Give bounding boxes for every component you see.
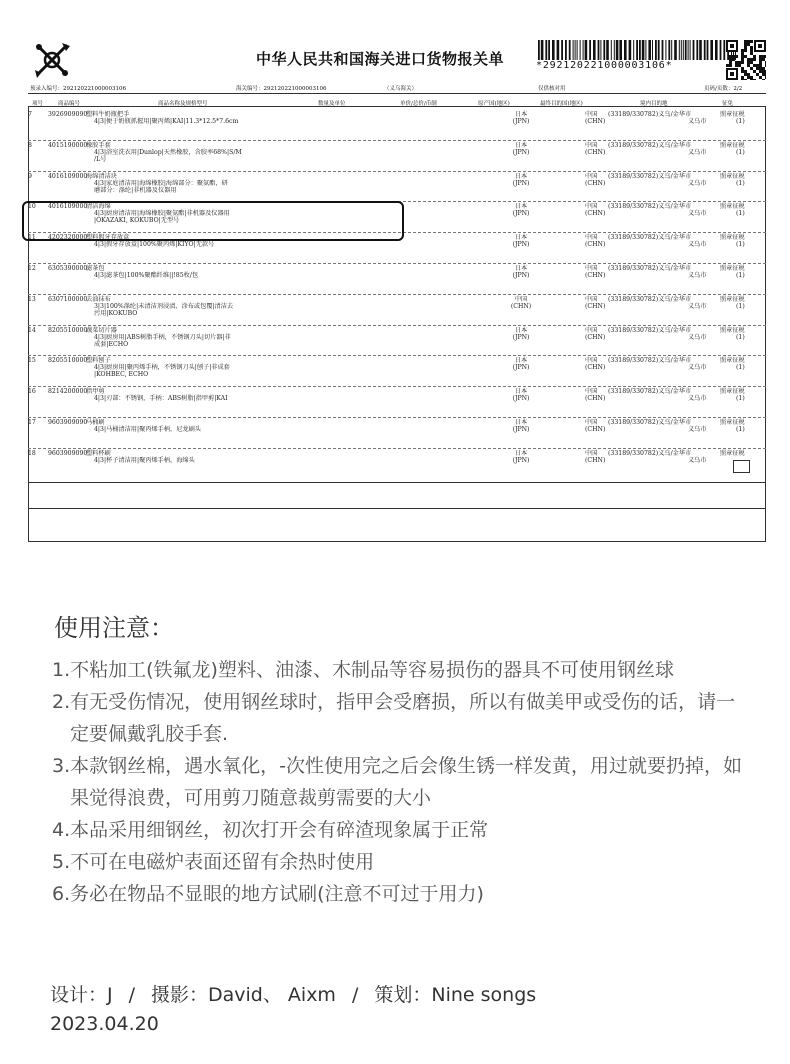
- row-divider: [28, 263, 766, 264]
- item-levy-code: (1): [736, 272, 745, 279]
- item-origin: 日本: [514, 203, 528, 211]
- credit-design: 设计：J: [50, 984, 113, 1006]
- item-code: 8214200000: [48, 388, 88, 396]
- item-destination: 中国: [585, 419, 598, 426]
- item-spec: 4|3|厨房清洁用|海绵橡胶|聚氨酯|非机器及仪器用: [94, 210, 230, 218]
- item-levy-code: (1): [736, 333, 745, 341]
- note-item: 4.本品采用细钢丝，初次打开会有碎渣现象属于正常: [52, 819, 489, 841]
- item-levy: 照章征税: [720, 326, 745, 334]
- highlight-box: [22, 201, 404, 241]
- barcode-icon: [538, 40, 736, 60]
- item-spec-cont: 磨部分：涤纶|非机器及仪器用: [94, 186, 177, 194]
- item-spec-cont: 成套|ECHO: [94, 340, 129, 348]
- item-levy: 照章征税: [720, 234, 745, 242]
- item-name: 滤茶包: [86, 265, 105, 272]
- item-name: 马桶刷: [86, 419, 105, 426]
- item-name: 橡胶手套: [86, 141, 111, 149]
- note-item: 3.本款钢丝棉，遇水氧化，-次性使用完之后会像生锈一样发黄，用过就要扔掉，如果觉得浪费，可用剪刀随意裁剪需要的大小: [52, 755, 742, 809]
- item-domestic-destination: (33189/330782)义乌/金华市: [608, 357, 692, 365]
- item-destination: 中国: [585, 203, 598, 211]
- item-code: 4016109000: [48, 172, 88, 180]
- item-origin-code: (JPN): [512, 364, 530, 372]
- item-levy-code: (1): [736, 302, 745, 310]
- item-spec: 4|3|家庭清洁用|海绵橡胶|海绵部分：聚氨酯，研: [94, 179, 228, 187]
- item-origin: 日本: [514, 265, 528, 272]
- item-domestic-destination: (33189/330782)义乌/金华市: [608, 234, 692, 242]
- item-levy: 照章征税: [720, 295, 745, 303]
- item-spec: 4|3|马桶清洁用|聚丙烯手柄，尼龙刷头: [94, 426, 201, 433]
- item-levy-code: (1): [736, 364, 745, 372]
- item-origin-code: (JPN): [512, 333, 530, 341]
- item-number: 13: [28, 295, 36, 303]
- item-levy-code: (1): [736, 118, 745, 125]
- footer-rule: [28, 482, 766, 483]
- item-spec: 4|3|滤茶包|100%聚酯纤维||!85枚/包: [94, 272, 199, 279]
- verification-status: 仅供核对用: [538, 86, 566, 92]
- item-spec: 4|3|刃部：不锈钢，手柄：ABS树脂|指甲剪|KAI: [94, 395, 228, 403]
- page-info: 页码/页数：2/2: [704, 86, 743, 92]
- footer-rule: [28, 508, 766, 509]
- customs-declaration-form: [28, 36, 766, 542]
- item-domestic-destination: (33189/330782)义乌/金华市: [608, 295, 692, 303]
- item-destination: 中国: [585, 265, 598, 272]
- item-spec: 4|3|杯子清洁用|聚丙烯手柄，海绵头: [94, 456, 195, 464]
- note-item: 5.不可在电磁炉表面还留有余热时使用: [52, 851, 375, 873]
- item-levy: 照章征税: [720, 265, 745, 272]
- levy-checkbox: [733, 460, 750, 473]
- item-destination-code: (CHN): [585, 426, 606, 433]
- item-origin-code: (JPN): [512, 456, 530, 464]
- col-header-no: 项号: [32, 101, 44, 107]
- item-domestic-city: 义乌市: [688, 395, 707, 403]
- credit-separator: /: [351, 984, 359, 1006]
- item-destination: 中国: [585, 449, 598, 457]
- item-domestic-destination: (33189/330782)义乌/金华市: [608, 203, 692, 211]
- item-destination: 中国: [585, 111, 598, 118]
- col-header-price: 单价/总价/币制: [400, 101, 437, 107]
- item-levy: 照章征税: [720, 111, 745, 118]
- item-code: 9603909090: [48, 449, 88, 457]
- item-code: 6307100000: [48, 295, 88, 303]
- item-domestic-city: 义乌市: [688, 210, 707, 218]
- item-spec: 4|3|浴室洗衣用|Dunlop|天然橡胶，含胶率68%|S/M: [94, 148, 242, 156]
- item-number: 16: [28, 388, 36, 396]
- item-origin-code: (JPN): [512, 241, 530, 249]
- item-origin: 日本: [514, 357, 528, 365]
- item-domestic-destination: (33189/330782)义乌/金华市: [608, 265, 692, 272]
- item-destination-code: (CHN): [585, 272, 606, 279]
- item-number: 8: [28, 141, 32, 149]
- barcode-number: *292120221000003106*: [536, 60, 673, 71]
- col-header-dest: 最终目的国(地区): [540, 101, 583, 107]
- item-destination: 中国: [585, 141, 598, 149]
- item-destination: 中国: [585, 234, 598, 242]
- item-code: 3926909090: [48, 111, 88, 118]
- item-domestic-destination: (33189/330782)义乌/金华市: [608, 449, 692, 457]
- item-destination-code: (CHN): [585, 241, 606, 249]
- credit-separator: /: [128, 984, 136, 1006]
- item-origin: 日本: [514, 172, 528, 180]
- item-levy: 照章征税: [720, 449, 745, 457]
- row-divider: [28, 171, 766, 172]
- credit-plan: 策划：Nine songs: [374, 984, 537, 1006]
- item-origin-code: (JPN): [512, 210, 530, 218]
- item-domestic-destination: (33189/330782)义乌/金华市: [608, 172, 692, 180]
- preentry-number: 预录入编号：292120221000003106: [30, 86, 127, 92]
- publish-date: 2023.04.20: [50, 1013, 159, 1035]
- item-levy: 照章征税: [720, 388, 745, 396]
- row-divider: [28, 294, 766, 295]
- item-domestic-destination: (33189/330782)义乌/金华市: [608, 111, 692, 118]
- item-domestic-city: 义乌市: [688, 272, 707, 279]
- item-origin-code: (CHN): [510, 302, 532, 310]
- item-levy-code: (1): [736, 241, 745, 249]
- item-origin-code: (JPN): [512, 148, 530, 156]
- item-domestic-city: 义乌市: [688, 302, 707, 310]
- item-domestic-destination: (33189/330782)义乌/金华市: [608, 419, 692, 426]
- note-item: 2.有无受伤情况，使用钢丝球时，指甲会受磨损，所以有做美甲或受伤的话，请一定要佩戴乳胶手套.: [52, 691, 736, 745]
- item-domestic-city: 义乌市: [688, 148, 707, 156]
- item-number: 15: [28, 357, 36, 365]
- item-origin: 日本: [514, 419, 528, 426]
- customs-emblem-icon: [32, 40, 72, 80]
- item-origin-code: (JPN): [512, 118, 530, 125]
- item-levy-code: (1): [736, 426, 745, 433]
- item-destination-code: (CHN): [585, 210, 606, 218]
- item-spec: 3|3|100%涤纶|未清洁剂浸渍、涂布或包覆|清洁去: [94, 302, 234, 310]
- item-origin: 日本: [514, 449, 528, 457]
- item-number: 18: [28, 449, 36, 457]
- row-divider: [28, 325, 766, 326]
- item-name: 海绵清洁块: [86, 172, 117, 180]
- item-destination-code: (CHN): [585, 302, 606, 310]
- item-origin-code: (JPN): [512, 272, 530, 279]
- item-destination-code: (CHN): [585, 395, 606, 403]
- item-origin: 日本: [514, 111, 528, 118]
- item-origin: 中国: [514, 295, 528, 303]
- item-origin: 日本: [514, 234, 528, 242]
- item-name: 蔬菜切片器: [86, 326, 117, 334]
- item-destination-code: (CHN): [585, 456, 606, 464]
- notes-title: 使用注意：: [54, 614, 174, 642]
- item-domestic-destination: (33189/330782)义乌/金华市: [608, 141, 692, 149]
- item-spec: 4|3|便于奶瓶抓握用|聚丙烯|KAI|11.3*12.5*7.6cm: [94, 118, 239, 125]
- item-levy-code: (1): [736, 395, 745, 403]
- item-spec: 4|3|厨房用|聚丙烯手柄，不锈钢刀头|刨子|非成套: [94, 364, 230, 372]
- item-name: 去油抹布: [86, 295, 111, 303]
- item-number: 12: [28, 265, 36, 272]
- item-spec: 4|3|厨房用|ABS树脂手柄，不锈钢刀头|切片器|非: [94, 333, 231, 341]
- item-code: 4016109000: [48, 203, 88, 211]
- item-domestic-destination: (33189/330782)义乌/金华市: [608, 388, 692, 396]
- item-destination-code: (CHN): [585, 364, 606, 372]
- item-name: 清洁海绵: [86, 203, 111, 211]
- item-origin-code: (JPN): [512, 395, 530, 403]
- item-origin: 日本: [514, 141, 528, 149]
- item-origin-code: (JPN): [512, 179, 530, 187]
- item-domestic-city: 义乌市: [688, 179, 707, 187]
- item-domestic-city: 义乌市: [688, 118, 707, 125]
- item-destination: 中国: [585, 388, 598, 396]
- item-number: 14: [28, 326, 36, 334]
- item-code: 8205510000: [48, 357, 88, 365]
- item-levy-code: (1): [736, 179, 745, 187]
- header-rule: [28, 93, 766, 94]
- item-name: 塑料假牙存放盒: [86, 234, 130, 242]
- item-destination-code: (CHN): [585, 333, 606, 341]
- qr-code-icon: [726, 40, 766, 80]
- item-code: 4202320000: [48, 234, 88, 242]
- item-origin-code: (JPN): [512, 426, 530, 433]
- col-header-domestic: 境内目的地: [640, 101, 668, 107]
- credit-photo: 摄影：David、 Aixm: [151, 984, 336, 1006]
- customs-number: 海关编号：292120221000003106: [236, 86, 327, 92]
- item-levy: 照章征税: [720, 172, 745, 180]
- item-name: 塑料杯刷: [86, 449, 111, 457]
- item-spec-cont: /L号: [94, 155, 107, 163]
- item-number: 9: [28, 172, 32, 180]
- item-destination-code: (CHN): [585, 179, 606, 187]
- item-number: 17: [28, 419, 36, 426]
- form-title: 中华人民共和国海关进口货物报关单: [256, 50, 505, 68]
- item-number: 10: [28, 203, 36, 211]
- col-header-code: 商品编号: [58, 101, 81, 107]
- item-number: 11: [28, 234, 36, 242]
- item-destination: 中国: [585, 295, 598, 303]
- col-header-levy: 征免: [722, 101, 734, 107]
- item-destination-code: (CHN): [585, 118, 606, 125]
- customs-port: （义乌海关）: [384, 86, 418, 92]
- item-destination: 中国: [585, 357, 598, 365]
- item-spec-cont: |OKAZAKI, KOKUBO|无型号: [94, 217, 180, 225]
- item-spec: 4|3|假牙存放盒|100%聚丙烯|KIYO|无款号: [94, 241, 215, 249]
- item-domestic-city: 义乌市: [688, 426, 707, 433]
- item-name: 塑料牛奶瓶把手: [86, 111, 130, 118]
- row-divider: [28, 140, 766, 141]
- item-domestic-destination: (33189/330782)义乌/金华市: [608, 326, 692, 334]
- item-destination: 中国: [585, 172, 598, 180]
- item-number: 7: [28, 111, 32, 118]
- item-levy-code: (1): [736, 210, 745, 218]
- notes-list: [52, 654, 752, 910]
- item-levy: 照章征税: [720, 203, 745, 211]
- item-origin: 日本: [514, 388, 528, 396]
- col-header-desc: 商品名称及规格型号: [158, 101, 208, 107]
- col-header-origin: 原产国(地区): [478, 101, 510, 107]
- item-domestic-city: 义乌市: [688, 333, 707, 341]
- item-levy-code: (1): [736, 148, 745, 156]
- col-header-qty: 数量及单位: [318, 101, 346, 107]
- item-destination-code: (CHN): [585, 148, 606, 156]
- item-domestic-city: 义乌市: [688, 364, 707, 372]
- item-code: 9603909090: [48, 419, 88, 426]
- item-levy: 照章征税: [720, 419, 745, 426]
- credits: [50, 980, 536, 1007]
- item-spec-cont: |KOHBEC, ECHO: [94, 371, 149, 379]
- item-levy: 照章征税: [720, 141, 745, 149]
- item-domestic-city: 义乌市: [688, 456, 707, 464]
- item-levy: 照章征税: [720, 357, 745, 365]
- item-code: 8205510000: [48, 326, 88, 334]
- item-destination: 中国: [585, 326, 598, 334]
- item-name: 塑料刨子: [86, 357, 111, 365]
- row-divider: [28, 417, 766, 418]
- note-item: 1.不粘加工(铁氟龙)塑料、油漆、木制品等容易损伤的器具不可使用钢丝球: [52, 659, 674, 681]
- item-spec-cont: 污用|KOKUBO: [94, 309, 138, 317]
- item-name: 指甲剪: [86, 388, 105, 396]
- item-code: 4015190000: [48, 141, 88, 149]
- item-code: 6305390000: [48, 265, 88, 272]
- note-item: 6.务必在物品不显眼的地方试刷(注意不可过于用力): [52, 883, 484, 905]
- row-divider: [28, 448, 766, 449]
- item-domestic-city: 义乌市: [688, 241, 707, 249]
- item-origin: 日本: [514, 326, 528, 334]
